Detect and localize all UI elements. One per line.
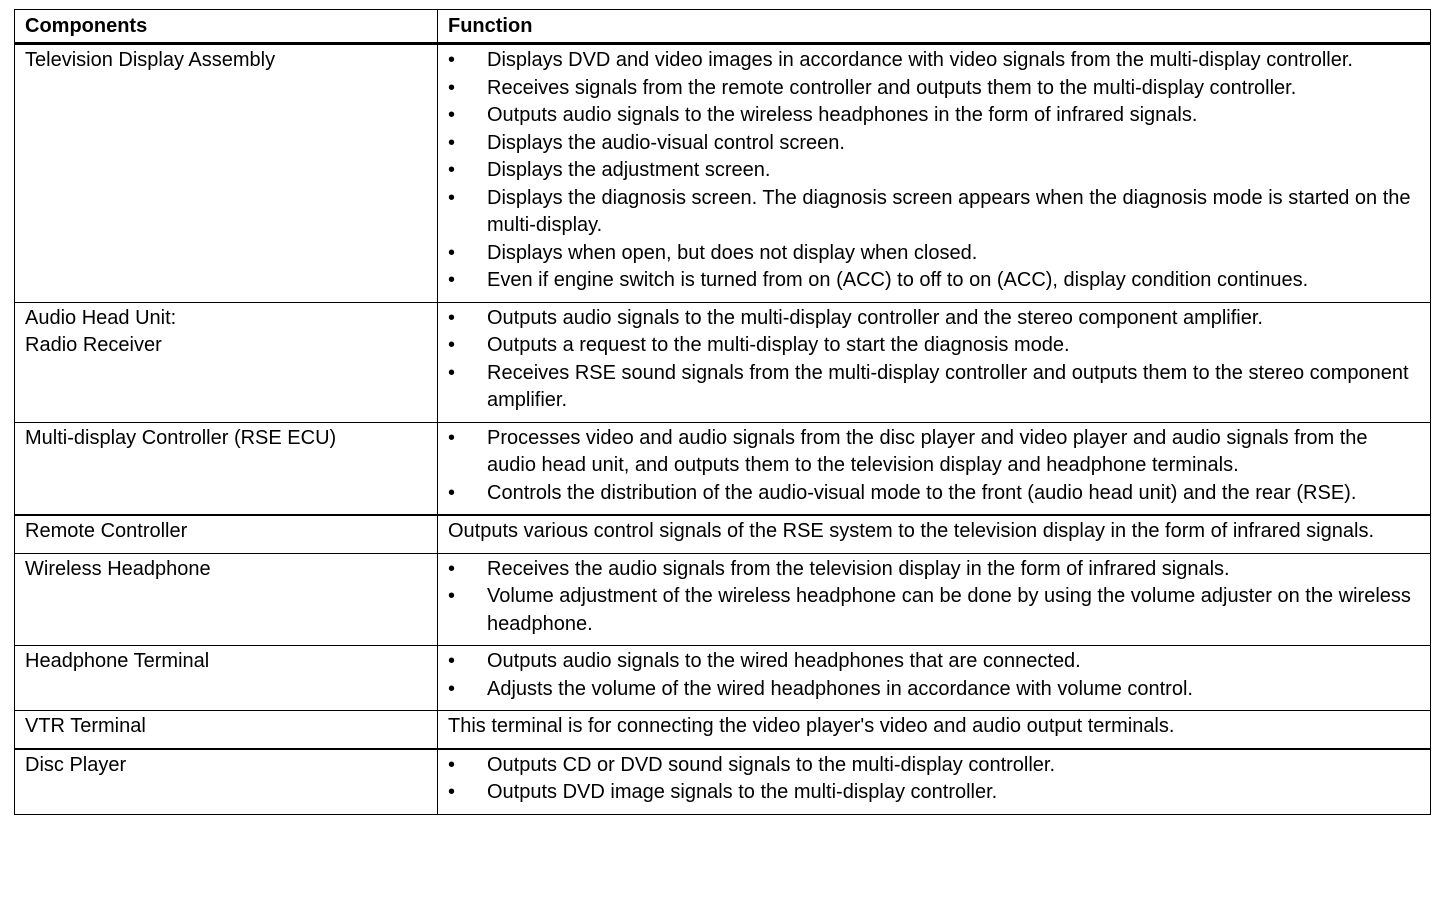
function-text: Displays when open, but does not display when closed. [487,241,978,264]
function-text: Outputs DVD image signals to the multi-display controller. [487,781,998,803]
function-item [448,130,1420,158]
bullet-icon: • [448,557,456,580]
component-name: Remote Controller [25,520,188,542]
function-list [448,425,1420,508]
component-name: Headphone Terminal [25,650,210,672]
function-text: Volume adjustment of the wireless headphone can be done by using the volume adjuster on the wireless headphone. [487,585,1411,635]
function-text: Outputs audio signals to the wireless headphones in the form of infrared signals. [487,104,1198,126]
table-row [15,422,1431,515]
function-item [448,332,1420,360]
function-item [448,305,1420,333]
function-item [448,157,1420,185]
table-row [15,44,1431,303]
function-item [448,360,1420,415]
component-name: Wireless Headphone [25,557,211,580]
function-list [448,648,1420,703]
components-table [14,9,1431,815]
function-list [448,305,1420,415]
function-item [448,425,1420,480]
header-function: Function [438,10,1431,44]
function-text: Controls the distribution of the audio-visual mode to the front (audio head unit) and the rear (RSE). [487,481,1357,504]
bullet-icon: • [448,49,456,71]
function-item [448,779,1420,807]
function-cell [438,646,1431,711]
function-text: Receives signals from the remote controller and outputs them to the multi-display controller. [487,76,1297,99]
function-text: Receives the audio signals from the television display in the form of infrared signals. [487,557,1230,580]
component-cell [15,44,438,303]
table-row [15,515,1431,553]
component-cell [15,515,438,553]
function-item [448,75,1420,103]
function-cell [438,711,1431,749]
function-text: Displays DVD and video images in accordance with video signals from the multi-display controller. [487,49,1353,71]
table-row [15,302,1431,422]
table-body [15,44,1431,815]
function-item [448,480,1420,508]
component-name: Multi-display Controller (RSE ECU) [25,426,337,449]
bullet-icon: • [448,269,456,291]
bullet-icon: • [448,159,456,181]
component-name: Audio Head Unit: [25,306,177,329]
header-components: Components [15,10,438,44]
function-cell [438,44,1431,303]
function-text: Displays the adjustment screen. [487,159,771,181]
component-name: Radio Receiver [25,334,162,356]
function-item [448,240,1420,268]
component-name: VTR Terminal [25,715,146,737]
component-name: Disc Player [25,753,127,776]
function-item [448,102,1420,130]
function-list [448,752,1420,807]
function-item [448,556,1420,584]
header-row [15,10,1431,44]
function-text: Outputs a request to the multi-display to start the diagnosis mode. [487,334,1070,356]
bullet-icon: • [448,186,456,209]
function-cell [438,302,1431,422]
function-item [448,676,1420,704]
function-list [448,556,1420,639]
function-text: Displays the diagnosis screen. The diagnosis screen appears when the diagnosis mode is started on the multi-display. [487,186,1411,236]
table-row [15,646,1431,711]
component-cell [15,711,438,749]
function-text: Displays the audio-visual control screen. [487,131,845,154]
bullet-icon: • [448,306,456,329]
function-cell [438,553,1431,646]
component-cell [15,422,438,515]
bullet-icon: • [448,241,456,264]
table-row [15,711,1431,749]
bullet-icon: • [448,131,456,154]
function-item [448,267,1420,295]
function-text: Outputs audio signals to the wired headphones that are connected. [487,650,1081,672]
bullet-icon: • [448,104,456,126]
bullet-icon: • [448,585,456,607]
bullet-icon: • [448,481,456,504]
bullet-icon: • [448,677,456,700]
function-item [448,648,1420,676]
component-cell [15,553,438,646]
table-row [15,553,1431,646]
bullet-icon: • [448,781,456,803]
bullet-icon: • [448,650,456,672]
function-cell [438,422,1431,515]
function-cell [438,515,1431,553]
function-text: Adjusts the volume of the wired headphones in accordance with volume control. [487,677,1193,700]
bullet-icon: • [448,426,456,449]
function-text: Even if engine switch is turned from on (ACC) to off to on (ACC), display condition continues. [487,269,1309,291]
function-item [448,583,1420,638]
bullet-icon: • [448,334,456,356]
function-text: This terminal is for connecting the video player's video and audio output terminals. [448,715,1175,737]
component-cell [15,646,438,711]
function-item [448,47,1420,75]
function-item [448,752,1420,780]
component-name: Television Display Assembly [25,49,276,71]
component-cell [15,749,438,815]
bullet-icon: • [448,753,456,776]
function-text: Outputs CD or DVD sound signals to the multi-display controller. [487,753,1056,776]
component-cell [15,302,438,422]
function-item [448,185,1420,240]
bullet-icon: • [448,76,456,99]
function-cell [438,749,1431,815]
function-list [448,47,1420,295]
function-text: Outputs audio signals to the multi-display controller and the stereo component amplifier. [487,306,1263,329]
bullet-icon: • [448,361,456,384]
function-text: Processes video and audio signals from the disc player and video player and audio signals from the audio head unit, and outputs them to the television display and headphone terminals. [487,426,1368,476]
function-text: Outputs various control signals of the RSE system to the television display in the form of infrared signals. [448,520,1374,542]
function-text: Receives RSE sound signals from the multi-display controller and outputs them to the stereo component amplifier. [487,361,1409,411]
table-row [15,749,1431,815]
